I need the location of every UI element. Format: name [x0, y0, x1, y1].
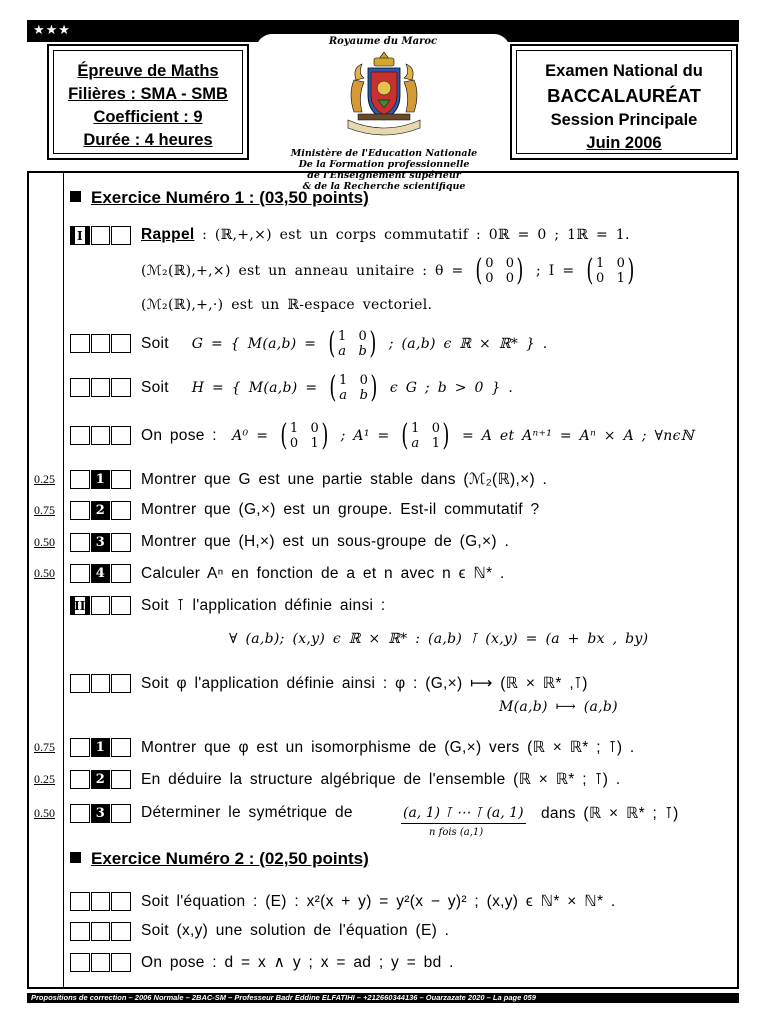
checkbox-group	[70, 378, 132, 397]
empty-box	[111, 804, 131, 823]
ex2-solution-text: Soit (x,y) une solution de l'équation (E) .	[141, 922, 450, 939]
on-pose-b: A⁰ =	[232, 428, 269, 445]
square-bullet-icon	[70, 191, 81, 202]
checkbox-group	[70, 738, 132, 757]
question-number-box	[91, 770, 111, 789]
on-pose-a: On pose :	[141, 427, 217, 445]
rappel-line-1: : (ℝ,+,×) est un corps commutatif : 0ℝ = 0 ; 1ℝ = 1.	[202, 227, 630, 243]
ministere-line-1: Ministère de l'Education Nationale	[290, 148, 478, 159]
empty-box	[111, 674, 131, 693]
footer-bar: Propositions de correction – 2006 Normale – 2BAC-SM – Professeur Badr Eddine ELFATIHI – +212660344136 – Ouarzazate 2020 – La page 059	[27, 993, 739, 1003]
empty-box	[91, 378, 111, 397]
ex2-line-2-row	[29, 921, 737, 947]
soit-g-b: G = { M(a,b) =	[191, 336, 317, 353]
epreuve-label: Épreuve de Maths	[77, 62, 219, 80]
empty-box	[111, 426, 131, 445]
royaume-label: Royaume du Maroc	[328, 36, 438, 47]
part-ii-text: Soit ⊺ l'application définie ainsi :	[141, 597, 386, 614]
empty-box	[70, 770, 90, 789]
question-1-text: Montrer que G est une partie stable dans (ℳ₂(ℝ),×) .	[141, 471, 548, 488]
exercise-2-title-text: Exercice Numéro 2 : (02,50 points)	[91, 849, 369, 868]
examen-national-label: Examen National du	[545, 62, 703, 80]
empty-box	[70, 501, 90, 520]
soit-g-a: Soit	[141, 335, 169, 353]
filieres-label: Filières : SMA - SMB	[68, 85, 228, 103]
phi-map: M(a,b) ⟼ (a,b)	[499, 699, 618, 715]
empty-box	[91, 426, 111, 445]
question-ii-3-row	[29, 803, 737, 843]
part-i-label: I	[71, 227, 89, 244]
soit-h-text	[141, 370, 514, 405]
points-label: 0.25	[34, 472, 55, 486]
part-ii-box	[70, 596, 90, 615]
on-pose-d: = A et Aⁿ⁺¹ = Aⁿ × A ; ∀nϵℕ	[461, 428, 694, 445]
question-number-box	[91, 533, 111, 552]
empty-box	[111, 564, 131, 583]
empty-box	[111, 378, 131, 397]
part-ii-row	[29, 595, 737, 621]
on-pose-c: ; A¹ =	[340, 428, 390, 445]
law-definition-row	[29, 630, 737, 656]
points-label: 0.75	[34, 503, 55, 517]
question-ii-3-text: Déterminer le symétrique de	[141, 804, 353, 821]
composition-caption: n fois (a,1)	[429, 827, 484, 838]
question-4-text: Calculer Aⁿ en fonction de a et n avec n ϵ ℕ* .	[141, 565, 505, 582]
stars-badge: ★★★	[33, 23, 71, 38]
empty-box	[111, 533, 131, 552]
empty-box	[91, 892, 111, 911]
checkbox-group	[70, 334, 132, 353]
date-label: Juin 2006	[586, 134, 662, 152]
espace-text	[141, 296, 432, 314]
question-2-row	[29, 500, 737, 526]
empty-box	[91, 226, 111, 245]
matrix-a0: ( 1 0 0 1 )	[280, 418, 329, 453]
empty-box	[70, 674, 90, 693]
empty-box	[91, 596, 111, 615]
empty-box	[70, 804, 90, 823]
checkbox-group	[70, 892, 132, 911]
points-label: 0.25	[34, 772, 55, 786]
coat-of-arms-icon	[344, 50, 424, 142]
anneau-row	[29, 253, 737, 288]
empty-box	[70, 738, 90, 757]
empty-box	[70, 953, 90, 972]
question-2-text: Montrer que (G,×) est un groupe. Est-il commutatif ?	[141, 501, 540, 518]
empty-box	[70, 892, 90, 911]
square-bullet-icon	[70, 852, 81, 863]
checkbox-group	[70, 596, 132, 615]
rappel-label: Rappel	[141, 226, 195, 243]
question-number: 1	[92, 739, 110, 756]
soit-h-row	[29, 370, 737, 405]
part-i-box	[70, 226, 90, 245]
question-ii-3-tail: dans (ℝ × ℝ* ; ⊺)	[541, 805, 679, 822]
phi-definition: Soit φ l'application définie ainsi : φ : (G,×) ⟼ (ℝ × ℝ* ,⊺)	[141, 675, 588, 692]
soit-g-row	[29, 326, 737, 361]
question-ii-1-text: Montrer que φ est un isomorphisme de (G,×) vers (ℝ × ℝ* ; ⊺) .	[141, 739, 635, 756]
question-ii-2-text: En déduire la structure algébrique de l'ensemble (ℝ × ℝ* ; ⊺) .	[141, 771, 621, 788]
duree-label: Durée : 4 heures	[83, 131, 213, 149]
question-number: 1	[92, 471, 110, 488]
empty-box	[70, 533, 90, 552]
empty-box	[91, 674, 111, 693]
empty-box	[111, 226, 131, 245]
checkbox-group	[70, 533, 132, 552]
empty-box	[70, 334, 90, 353]
ministere-line-4: & de la Recherche scientifique	[302, 181, 466, 192]
exercise-2-title	[70, 849, 369, 869]
empty-box	[70, 922, 90, 941]
law-definition: ∀ (a,b); (x,y) ϵ ℝ × ℝ* : (a,b) ⊺ (x,y) = (a + bx , by)	[229, 631, 649, 647]
points-label: 0.50	[34, 566, 55, 580]
question-1-row	[29, 469, 737, 495]
soit-g-text	[141, 326, 548, 361]
empty-box	[111, 596, 131, 615]
question-number: 3	[92, 534, 110, 551]
empty-box	[91, 922, 111, 941]
soit-g-c: ; (a,b) ϵ ℝ × ℝ* } .	[388, 336, 548, 353]
composition-expression: (a, 1) ⊺ ⋯ ⊺ (a, 1)	[401, 805, 526, 824]
question-number-box	[91, 501, 111, 520]
espace-row	[29, 295, 737, 321]
question-number: 2	[92, 771, 110, 788]
on-pose-row	[29, 418, 737, 453]
exam-content	[27, 171, 739, 989]
matrix-a1: ( 1 0 a 1 )	[401, 418, 450, 453]
phi-map-row	[29, 698, 737, 724]
ex2-line-1-row	[29, 891, 737, 917]
espace-text-value: (ℳ₂(ℝ),+,·) est un ℝ-espace vectoriel.	[141, 297, 433, 313]
rappel-row	[29, 225, 737, 251]
empty-box	[70, 378, 90, 397]
empty-box	[111, 922, 131, 941]
empty-box	[111, 334, 131, 353]
question-3-text: Montrer que (H,×) est un sous-groupe de (G,×) .	[141, 533, 510, 550]
empty-box	[70, 470, 90, 489]
ex2-on-pose-text: On pose : d = x ∧ y ; x = ad ; y = bd .	[141, 954, 454, 971]
ex2-line-3-row	[29, 952, 737, 978]
empty-box	[111, 770, 131, 789]
ministere-line-3: de l'Enseignement supérieur	[307, 170, 461, 181]
matrix-h: ( 1 0 a b )	[329, 370, 378, 405]
question-ii-2-row	[29, 769, 737, 795]
checkbox-group	[70, 674, 132, 693]
points-label: 0.50	[34, 535, 55, 549]
checkbox-group	[70, 470, 132, 489]
identity-matrix: ( 1 0 0 1 )	[586, 253, 635, 288]
question-3-row	[29, 532, 737, 558]
points-label: 0.75	[34, 740, 55, 754]
points-label: 0.50	[34, 806, 55, 820]
phi-row	[29, 673, 737, 699]
empty-box	[91, 334, 111, 353]
empty-box	[91, 953, 111, 972]
question-number-box	[91, 738, 111, 757]
question-number: 4	[92, 565, 110, 582]
empty-box	[70, 426, 90, 445]
question-number-box	[91, 804, 111, 823]
matrix-g: ( 1 0 a b )	[328, 326, 377, 361]
baccalaureat-label: BACCALAURÉAT	[547, 85, 701, 106]
empty-box	[70, 564, 90, 583]
zero-matrix: ( 0 0 0 0 )	[475, 253, 524, 288]
question-number: 2	[92, 502, 110, 519]
question-number-box	[91, 470, 111, 489]
exam-info-box	[47, 44, 249, 160]
empty-box	[111, 892, 131, 911]
checkbox-group	[70, 770, 132, 789]
checkbox-group	[70, 804, 132, 823]
exercise-1-title	[70, 188, 369, 208]
soit-h-c: ϵ G ; b > 0 } .	[389, 380, 514, 397]
checkbox-group	[70, 564, 132, 583]
checkbox-group	[70, 426, 132, 445]
ex2-equation-text: Soit l'équation : (E) : x²(x + y) = y²(x − y)² ; (x,y) ϵ ℕ* × ℕ* .	[141, 893, 616, 910]
empty-box	[111, 953, 131, 972]
coefficient-label: Coefficient : 9	[93, 108, 203, 126]
session-label: Session Principale	[550, 111, 698, 129]
on-pose-text	[141, 418, 694, 453]
exercise-1-title-text: Exercice Numéro 1 : (03,50 points)	[91, 188, 369, 207]
anneau-text-a: (ℳ₂(ℝ),+,×) est un anneau unitaire : θ =	[141, 263, 464, 280]
question-4-row	[29, 563, 737, 589]
rappel-text	[141, 226, 630, 244]
empty-box	[111, 470, 131, 489]
checkbox-group	[70, 922, 132, 941]
checkbox-group	[70, 226, 132, 245]
question-number-box	[91, 564, 111, 583]
exam-title-box	[510, 44, 738, 160]
question-number: 3	[92, 805, 110, 822]
empty-box	[111, 738, 131, 757]
soit-h-b: H = { M(a,b) =	[191, 380, 318, 397]
question-ii-1-row	[29, 737, 737, 763]
anneau-text-b: ; I =	[535, 263, 575, 280]
soit-h-a: Soit	[141, 379, 169, 397]
ministry-emblem-block	[256, 34, 510, 192]
checkbox-group	[70, 953, 132, 972]
ministere-line-2: De la Formation professionnelle	[298, 159, 470, 170]
anneau-text	[141, 253, 639, 288]
checkbox-group	[70, 501, 132, 520]
part-ii-label: II	[71, 597, 89, 614]
empty-box	[111, 501, 131, 520]
